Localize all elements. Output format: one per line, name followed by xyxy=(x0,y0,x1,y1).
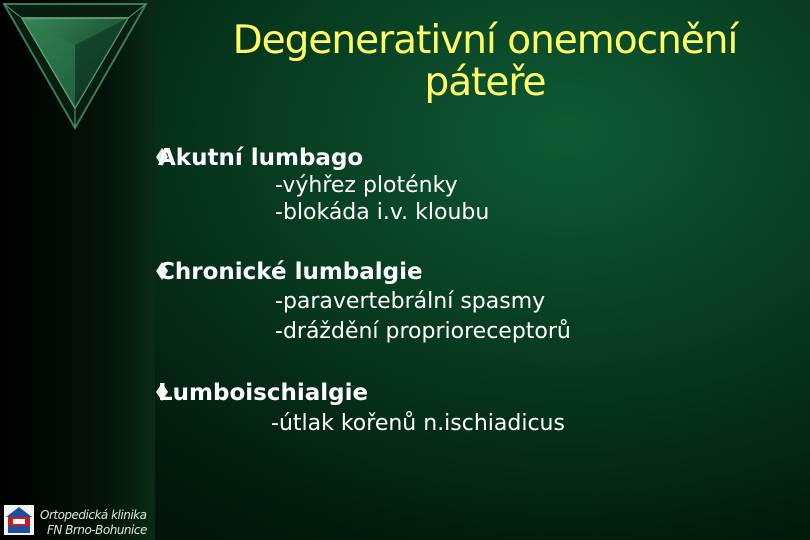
title-line-2: páteře xyxy=(424,60,546,105)
bullet-detail: -výhřez ploténky xyxy=(275,173,458,198)
slide-title xyxy=(180,20,790,104)
bullet-heading: Chronické lumbalgie xyxy=(158,259,423,285)
footer-line-2: FN Brno-Bohunice xyxy=(47,523,147,537)
bullet-heading: Lumboischialgie xyxy=(158,380,369,406)
hospital-logo-icon xyxy=(4,505,34,535)
triangle-logo-icon xyxy=(0,0,150,135)
bullet-detail: -dráždění proprioreceptorů xyxy=(275,319,571,344)
footer-line-1: Ortopedická klinika xyxy=(40,508,147,522)
bullet-detail: -útlak kořenů n.ischiadicus xyxy=(271,411,565,436)
bullet-detail: -paravertebrální spasmy xyxy=(275,289,546,314)
bullet-detail: -blokáda i.v. kloubu xyxy=(275,200,490,225)
bullet-heading: Akutní lumbago xyxy=(158,145,364,171)
footer-text xyxy=(40,508,147,538)
title-line-1: Degenerativní onemocnění xyxy=(232,18,738,63)
